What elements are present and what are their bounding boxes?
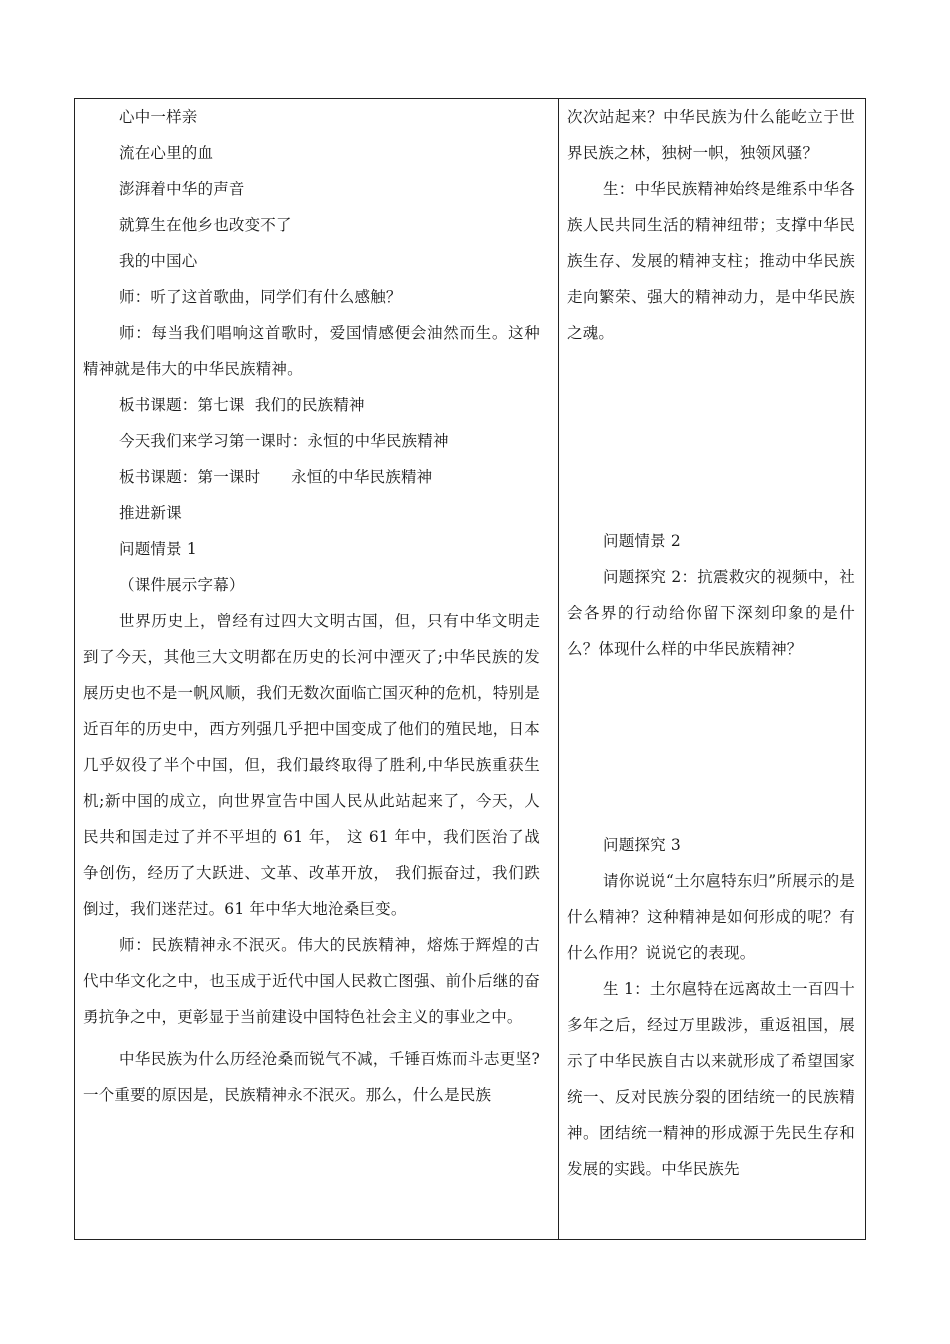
scenario-2-heading: 问题情景 2	[603, 532, 681, 550]
teacher-spirit-paragraph: 师：民族精神永不泯灭。伟大的民族精神，熔炼于辉煌的古代中华文化之中，也玉成于近代中国人民救亡图强、前仆后继的奋勇抗争之中，更彰显于当前建设中国特色社会主义的事业之中。	[83, 936, 540, 1026]
right-middle-block	[567, 523, 855, 667]
student-answer: 生：中华民族精神始终是维系中华各族人民共同生活的精神纽带；支撑中华民族生存、发展的精神支柱；推动中华民族走向繁荣、强大的精神动力，是中华民族之魂。	[567, 180, 855, 342]
lyrics-block	[83, 99, 540, 1113]
new-lesson-heading: 推进新课	[119, 504, 182, 522]
teacher-question: 师：听了这首歌曲，同学们有什么感触？	[119, 288, 402, 306]
courseware-note: （课件展示字幕）	[119, 576, 245, 594]
lyric-line: 心中一样亲	[119, 108, 198, 126]
closing-paragraph: 中华民族为什么历经沧桑而锐气不减，千锤百炼而斗志更坚?一个重要的原因是，民族精神永不泯灭。那么，什么是民族	[83, 1050, 540, 1104]
lyric-line: 澎湃着中华的声音	[119, 180, 245, 198]
lyric-line: 就算生在他乡也改变不了	[119, 216, 292, 234]
notes-column	[559, 99, 865, 1239]
today-lesson-line: 今天我们来学习第一课时：永恒的中华民族精神	[119, 432, 449, 450]
inquiry-3-text: 请你说说“土尔扈特东归”所展示的是什么精神？这种精神是如何形成的呢？有什么作用？说说它的表现。	[567, 872, 855, 962]
student-1-answer: 生 1：土尔扈特在远离故土一百四十多年之后，经过万里跋涉，重返祖国，展示了中华民族自古以来就形成了希望国家统一、反对民族分裂的团结统一的民族精神。团结统一精神的形成源于先民生存和发展的实践。中华民族先	[567, 980, 855, 1178]
main-content-column	[75, 99, 559, 1239]
history-paragraph: 世界历史上，曾经有过四大文明古国，但，只有中华文明走到了今天，其他三大文明都在历史的长河中湮灭了;中华民族的发展历史也不是一帆风顺，我们无数次面临亡国灭种的危机，特别是近百年的历史中，西方列强几乎把中国变成了他们的殖民地，日本几乎奴役了半个中国，但，我们最终取得了胜利,中华民族重获生机;新中国的成立，向世界宣告中国人民从此站起来了，今天，人民共和国走过了并不平坦的 61 年， 这 61 年中，我们医治了战争创伤，经历了大跃进、文革、改革开放， 我们振奋过，我们跌倒过，我们迷茫过。61 年中华大地沧桑巨变。	[83, 612, 540, 918]
board-title-2: 板书课题：第一课时 永恒的中华民族精神	[119, 468, 433, 486]
scenario-1-heading: 问题情景 1	[119, 540, 197, 558]
board-title-1: 板书课题：第七课 我们的民族精神	[119, 396, 365, 414]
right-bottom-block	[567, 827, 855, 1187]
question-continuation: 次次站起来？中华民族为什么能屹立于世界民族之林，独树一帜，独领风骚？	[567, 108, 855, 162]
right-top-block	[567, 99, 855, 351]
teacher-remark: 师：每当我们唱响这首歌时，爱国情感便会油然而生。这种精神就是伟大的中华民族精神。	[83, 324, 540, 378]
inquiry-3-heading: 问题探究 3	[603, 836, 681, 854]
lyric-line: 流在心里的血	[119, 144, 214, 162]
inquiry-2-text: 问题探究 2：抗震救灾的视频中，社会各界的行动给你留下深刻印象的是什么？体现什么样的中华民族精神？	[567, 568, 855, 658]
lesson-plan-table	[74, 98, 866, 1240]
lyric-line: 我的中国心	[119, 252, 198, 270]
